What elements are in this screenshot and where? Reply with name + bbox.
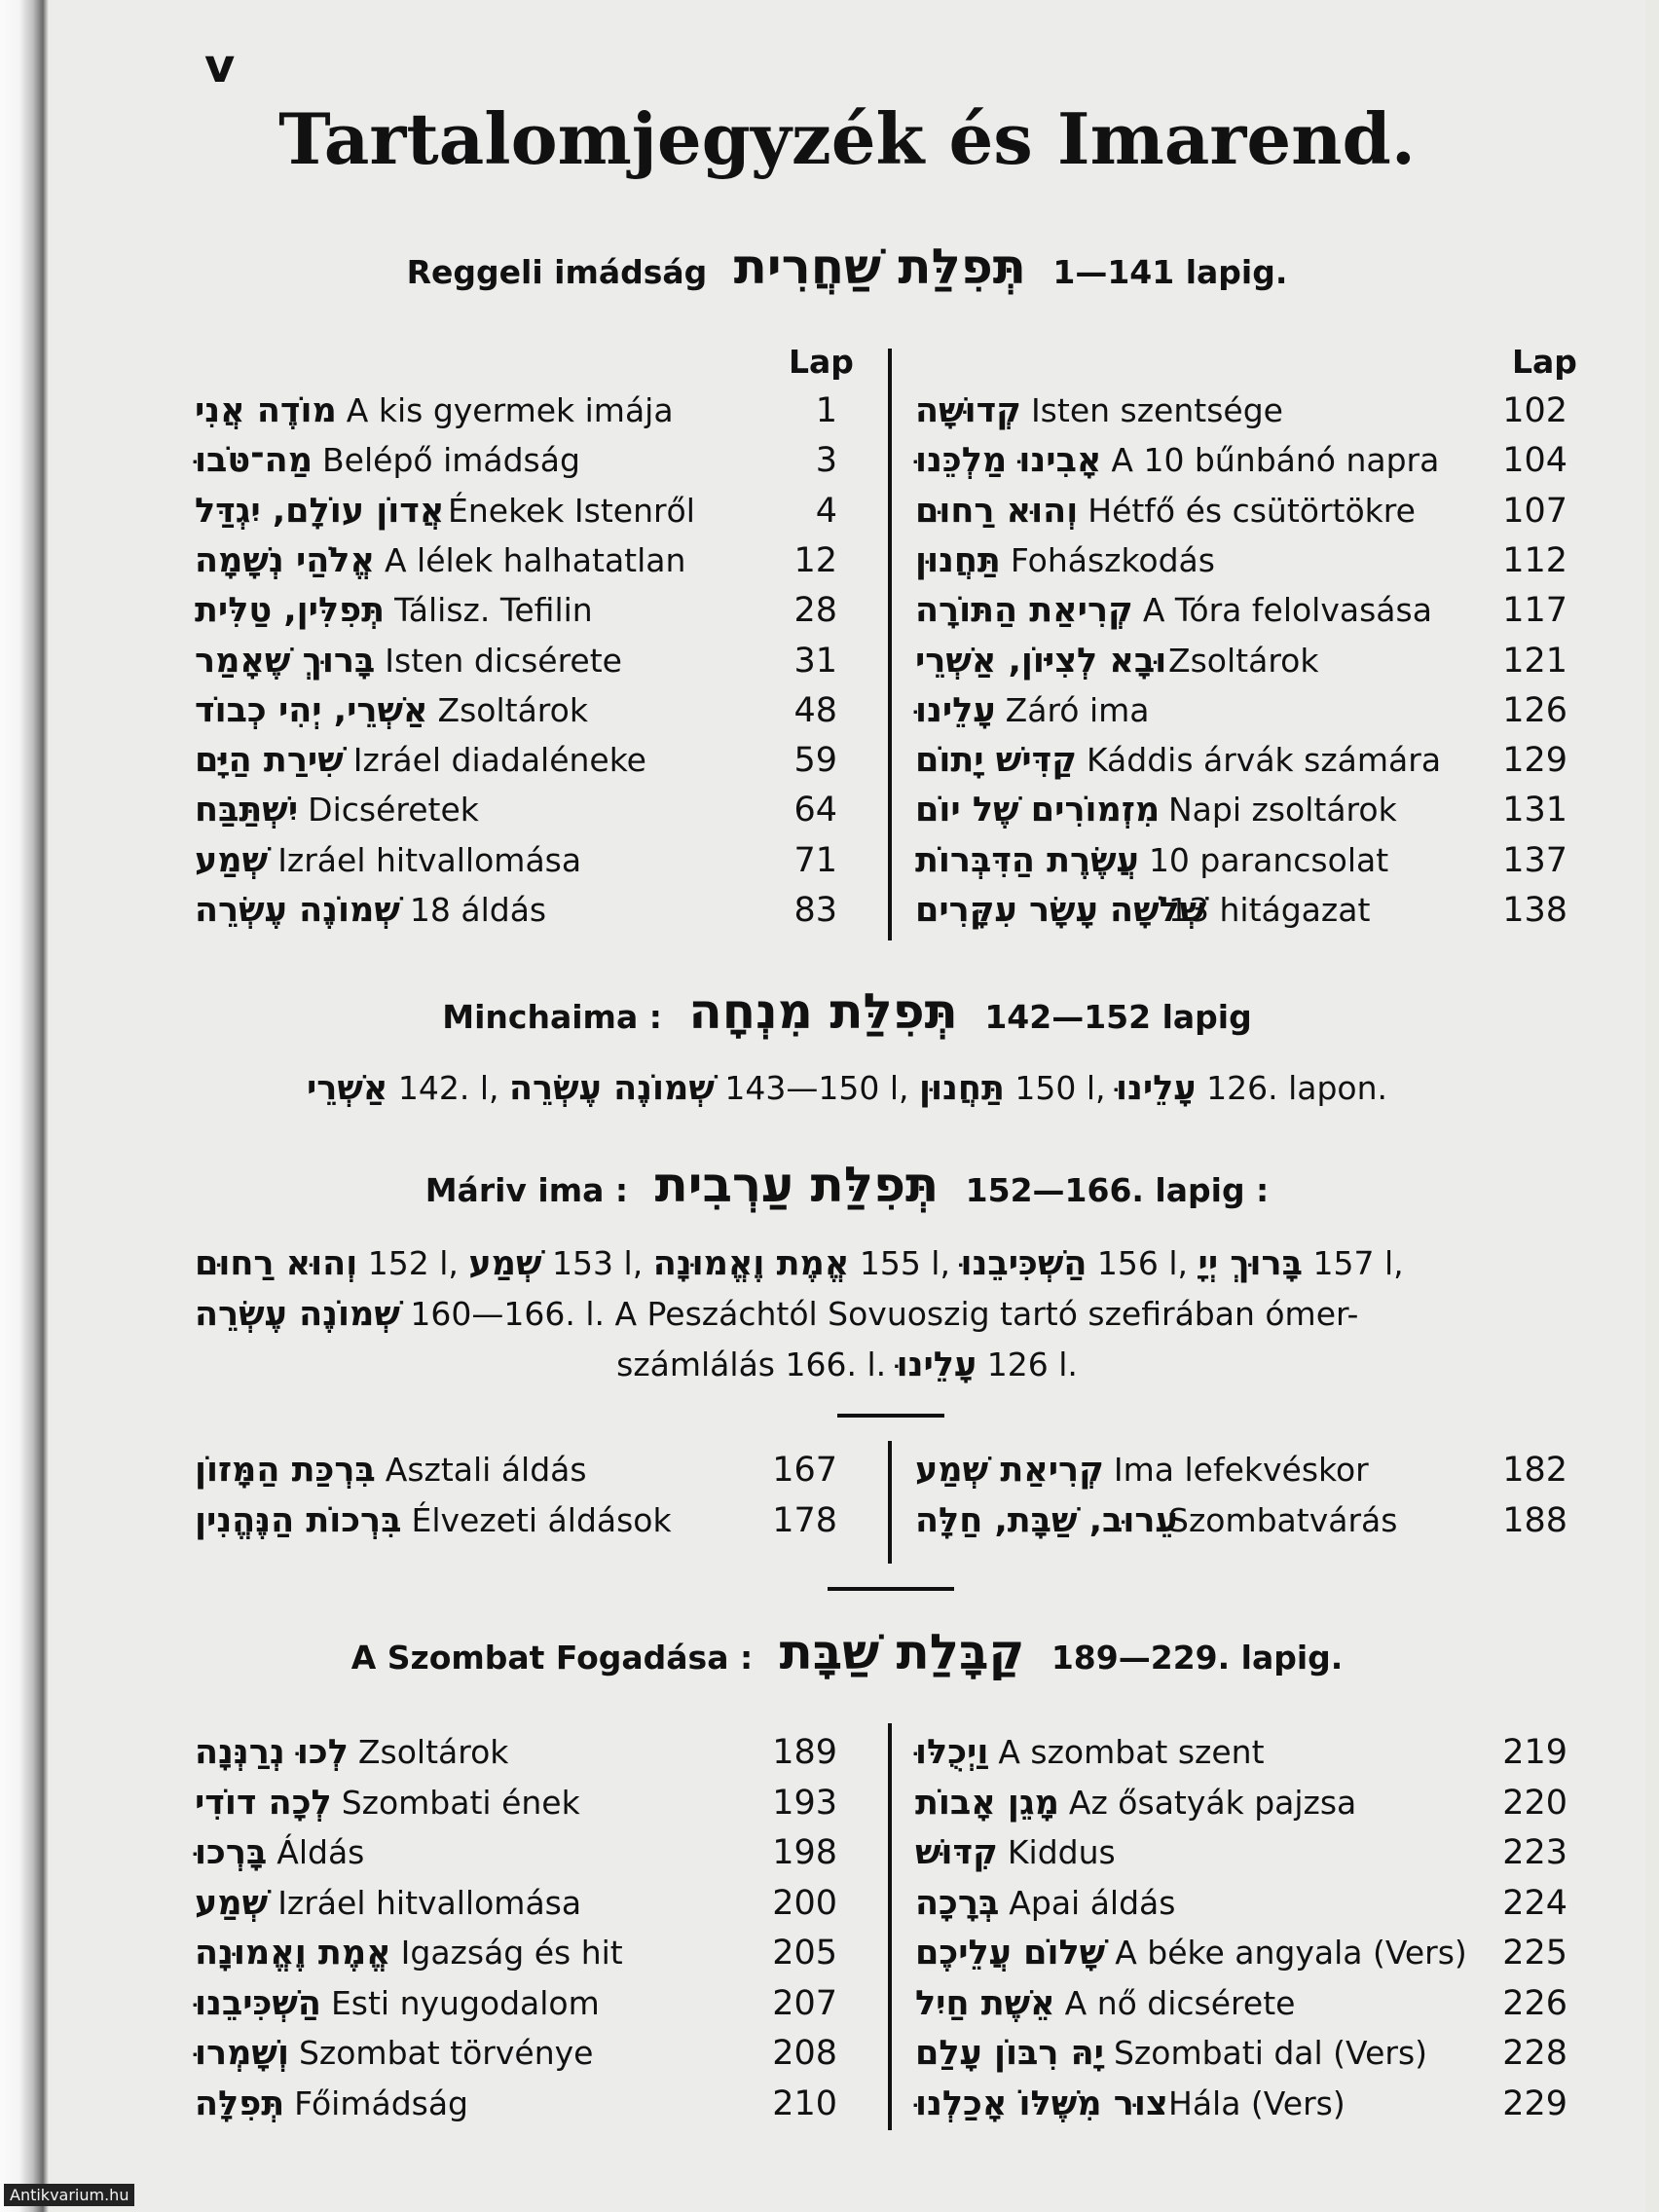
toc-row <box>195 1884 837 1935</box>
toc-hebrew: יָהּ רִבּוֹן עָלַם <box>915 2034 1104 2073</box>
toc-page-number: 126 <box>1502 690 1567 730</box>
toc-row <box>195 791 837 841</box>
reference-page: 157 l, <box>1302 1244 1404 1282</box>
toc-row <box>195 492 837 542</box>
toc-page-number: 64 <box>793 791 837 830</box>
reference-page: 143—150 l, <box>714 1069 920 1107</box>
reference-page: 156 l, <box>1087 1244 1198 1282</box>
toc-row <box>195 441 837 492</box>
lap-header-right: Lap <box>1512 343 1577 381</box>
toc-row <box>195 642 837 692</box>
toc-row <box>915 541 1567 592</box>
toc-page-number: 4 <box>815 491 837 531</box>
maariv-range: 152—166. lapig : <box>965 1171 1270 1209</box>
toc-hebrew: שְׁמוֹנֶה עֶשְׂרֵה <box>195 891 400 930</box>
toc-row <box>195 2084 837 2135</box>
toc-title: Izráel hitvallomása <box>277 840 582 879</box>
toc-row <box>195 1451 837 1501</box>
toc-row <box>915 391 1567 442</box>
toc-hebrew: אֱלֹהַי נְשָׁמָה <box>195 540 375 580</box>
toc-hebrew: עָלֵינוּ <box>915 690 996 730</box>
toc-hebrew: בִּרְכַּת הַמָּזוֹן <box>195 1451 376 1490</box>
toc-hebrew: מָגֵן אָבוֹת <box>915 1783 1059 1823</box>
toc-hebrew: לְכוּ נְרַנְּנָה <box>195 1733 349 1772</box>
toc-page-number: 219 <box>1502 1733 1567 1772</box>
toc-row <box>915 1984 1567 2035</box>
toc-row <box>915 741 1567 792</box>
toc-hebrew: יִשְׁתַּבַּח <box>195 791 299 830</box>
toc-page-number: 59 <box>793 741 837 781</box>
toc-row <box>195 541 837 592</box>
toc-title: Kiddus <box>1007 1833 1116 1871</box>
toc-title: 10 parancsolat <box>1148 840 1389 879</box>
toc-page-number: 71 <box>793 840 837 880</box>
toc-row <box>915 591 1567 642</box>
toc-row <box>195 741 837 792</box>
reference-hebrew: בָּרוּךְ יְיָ <box>1198 1244 1303 1283</box>
toc-hebrew: קְרִיאַת שְׁמַע <box>915 1451 1104 1490</box>
toc-row <box>915 441 1567 492</box>
reference-page: 152 l, <box>357 1244 469 1282</box>
toc-hebrew: לְכָה דוֹדִי <box>195 1783 332 1823</box>
toc-row <box>195 691 837 742</box>
toc-page-number: 31 <box>793 641 837 681</box>
toc-title: Isten szentsége <box>1030 391 1283 429</box>
toc-title: A béke angyala (Vers) <box>1115 1934 1467 1972</box>
toc-title: A nő dicsérete <box>1064 1983 1296 2022</box>
toc-row <box>915 891 1567 941</box>
toc-page-number: 112 <box>1502 540 1567 580</box>
column-divider <box>888 349 892 940</box>
toc-row <box>915 1501 1567 1552</box>
toc-page-number: 193 <box>772 1783 837 1823</box>
toc-hebrew: שְׁמַע <box>195 1883 269 1923</box>
toc-hebrew: הַשְׁכִּיבֵנוּ <box>195 1983 321 2023</box>
reference-hebrew: תַּחֲנוּן <box>919 1069 1005 1108</box>
toc-hebrew: מַה־טֹּבוּ <box>195 441 313 481</box>
toc-page-number: 48 <box>793 690 837 730</box>
toc-page-number: 167 <box>772 1451 837 1490</box>
toc-hebrew: שִׁירַת הַיָּם <box>195 741 344 781</box>
toc-page-number: 131 <box>1502 791 1567 830</box>
toc-row <box>915 1934 1567 1984</box>
toc-hebrew: וְשָׁמְרוּ <box>195 2034 289 2073</box>
toc-title: Isten dicsérete <box>385 641 622 680</box>
maariv-line3-text-a: számlálás 166. l. <box>616 1346 887 1383</box>
toc-hebrew: צוּר מִשֶּׁלּוֹ אָכַלְנוּ <box>915 2083 1168 2123</box>
column-divider-blessings <box>888 1441 892 1564</box>
toc-page-number: 129 <box>1502 741 1567 781</box>
toc-row <box>915 1884 1567 1935</box>
toc-row <box>195 1784 837 1834</box>
toc-title: Esti nyugodalom <box>330 1983 600 2022</box>
toc-row <box>915 1733 1567 1784</box>
toc-page-number: 3 <box>815 441 837 481</box>
toc-hebrew: אֵשֶׁת חַיִל <box>915 1983 1055 2023</box>
mincha-heading <box>49 983 1645 1040</box>
toc-row <box>195 891 837 941</box>
toc-hebrew: שָׁלוֹם עֲלֵיכֶם <box>915 1934 1106 1972</box>
toc-hebrew: וּבָא לְצִיּוֹן, אַשְׁרֵי <box>915 641 1167 681</box>
toc-title: Szombatvárás <box>1168 1501 1398 1539</box>
maariv-hebrew: תְּפִלַּת עַרְבִית <box>654 1157 940 1213</box>
toc-row <box>915 2084 1567 2135</box>
toc-hebrew: שְׁלֹשָׁה עָשָׂר עִקָּרִים <box>915 891 1206 930</box>
toc-page-number: 210 <box>772 2083 837 2123</box>
toc-row <box>915 642 1567 692</box>
toc-title: Káddis árvák számára <box>1086 741 1442 780</box>
toc-title: Zsoltárok <box>437 690 588 729</box>
toc-title: A kis gyermek imája <box>346 391 674 429</box>
toc-page-number: 189 <box>772 1733 837 1772</box>
maariv-line3-hebrew: עָלֵינוּ <box>896 1346 977 1384</box>
toc-page-number: 229 <box>1502 2083 1567 2123</box>
mincha-range: 142—152 lapig <box>984 998 1252 1036</box>
toc-page-number: 121 <box>1502 641 1567 681</box>
toc-row <box>195 1984 837 2035</box>
toc-row <box>195 1833 837 1884</box>
toc-page-number: 137 <box>1502 840 1567 880</box>
toc-row <box>195 1501 837 1552</box>
shabbat-hebrew: קַבָּלַת שַׁבָּת <box>779 1624 1025 1680</box>
toc-hebrew: בְּרָכָה <box>915 1883 1000 1923</box>
toc-hebrew: עֲשֶׂרֶת הַדִּבְּרוֹת <box>915 840 1139 880</box>
reference-hebrew: הַשְׁכִּיבֵנוּ <box>960 1244 1088 1283</box>
toc-title: A szombat szent <box>998 1733 1265 1771</box>
toc-page-number: 117 <box>1502 591 1567 631</box>
toc-page-number: 228 <box>1502 2034 1567 2073</box>
toc-hebrew: וַיְכֻלּוּ <box>915 1733 989 1772</box>
maariv-line2-hebrew: שְׁמוֹנֶה עֶשְׂרֵה <box>195 1295 400 1334</box>
morning-range: 1—141 lapig. <box>1052 253 1288 291</box>
reference-hebrew: אַשְׁרֵי <box>307 1069 388 1108</box>
toc-hebrew: קַדִּישׁ יָתוֹם <box>915 741 1077 781</box>
toc-title: Belépő imádság <box>322 441 580 480</box>
toc-title: Szombati ének <box>341 1783 580 1822</box>
reference-hebrew: עָלֵינוּ <box>1115 1069 1197 1108</box>
toc-row <box>195 391 837 442</box>
section-separator-2 <box>828 1587 954 1591</box>
toc-page-number: 208 <box>772 2034 837 2073</box>
shabbat-heading <box>49 1624 1645 1680</box>
toc-title: Szombat törvénye <box>298 2034 594 2072</box>
toc-hebrew: אֱמֶת וֶאֱמוּנָה <box>195 1934 391 1972</box>
toc-title: 18 áldás <box>409 891 547 929</box>
toc-hebrew: בָּרְכוּ <box>195 1833 268 1872</box>
reference-hebrew: שְׁמוֹנֶה עֶשְׂרֵה <box>509 1069 715 1108</box>
toc-title: Zsoltárok <box>357 1733 509 1771</box>
toc-title: Hétfő és csütörtökre <box>1088 491 1416 530</box>
reference-page: 126. lapon. <box>1196 1069 1387 1107</box>
toc-hebrew: אָבִינוּ מַלְכֵּנוּ <box>915 441 1102 481</box>
morning-hebrew: תְּפִלַּת שַׁחֲרִית <box>733 239 1026 295</box>
maariv-line3 <box>49 1346 1645 1384</box>
reference-page: 142. l, <box>387 1069 510 1107</box>
toc-row <box>915 2034 1567 2084</box>
toc-title: A lélek halhatatlan <box>384 540 686 579</box>
toc-hebrew: תְּפִלָּה <box>195 2083 285 2123</box>
book-spine-edge <box>0 0 49 2212</box>
reference-hebrew: וְהוּא רַחוּם <box>195 1244 358 1283</box>
toc-row <box>915 691 1567 742</box>
toc-row <box>915 492 1567 542</box>
toc-title: Tálisz. Tefilin <box>394 591 593 630</box>
toc-hebrew: תַּחֲנוּן <box>915 540 1001 580</box>
toc-row <box>195 1733 837 1784</box>
watermark: Antikvarium.hu <box>4 2184 134 2206</box>
toc-title: Ima lefekvéskor <box>1113 1451 1369 1489</box>
toc-page-number: 225 <box>1502 1934 1567 1972</box>
page-marker: v <box>204 39 236 93</box>
toc-page-number: 188 <box>1502 1501 1567 1540</box>
toc-hebrew: בָּרוּךְ שֶׁאָמַר <box>195 641 376 681</box>
mincha-hebrew: תְּפִלַּת מִנְחָה <box>688 983 958 1040</box>
toc-hebrew: אַשְׁרֵי, יְהִי כְבוֹד <box>195 690 428 730</box>
toc-page-number: 220 <box>1502 1783 1567 1823</box>
toc-page-number: 223 <box>1502 1833 1567 1872</box>
toc-page-number: 12 <box>793 540 837 580</box>
toc-title: Szombati dal (Vers) <box>1113 2034 1428 2072</box>
column-divider-shabbat <box>888 1723 892 2130</box>
toc-page-number: 198 <box>772 1833 837 1872</box>
toc-title: Főimádság <box>294 2083 468 2122</box>
shabbat-range: 189—229. lapig. <box>1051 1639 1344 1677</box>
toc-page-number: 1 <box>815 391 837 430</box>
toc-hebrew: קִדּוּשׁ <box>915 1833 998 1872</box>
maariv-line3-text-b: 126 l. <box>986 1346 1078 1383</box>
toc-hebrew: וְהוּא רַחוּם <box>915 491 1079 531</box>
toc-title: Igazság és hit <box>400 1934 623 1972</box>
shabbat-label: A Szombat Fogadása : <box>350 1639 754 1677</box>
maariv-label: Máriv ima : <box>424 1171 629 1209</box>
toc-row <box>195 591 837 642</box>
toc-row <box>195 841 837 892</box>
toc-hebrew: תְּפִלִּין, טַלִּית <box>195 591 386 631</box>
toc-row <box>915 1833 1567 1884</box>
toc-hebrew: קְדוּשָּׁה <box>915 391 1021 430</box>
toc-title: Napi zsoltárok <box>1168 791 1397 830</box>
toc-title: 13 hitágazat <box>1168 891 1371 929</box>
toc-page-number: 207 <box>772 1983 837 2023</box>
book-page <box>49 0 1645 2212</box>
mincha-label: Minchaima : <box>442 998 662 1036</box>
toc-page-number: 102 <box>1502 391 1567 430</box>
toc-hebrew: בִּרְכוֹת הַנֶּהֱנִין <box>195 1501 402 1540</box>
toc-page-number: 182 <box>1502 1451 1567 1490</box>
morning-heading <box>49 239 1645 295</box>
toc-page-number: 224 <box>1502 1883 1567 1923</box>
toc-title: Hála (Vers) <box>1168 2083 1346 2122</box>
toc-page-number: 138 <box>1502 891 1567 930</box>
morning-label: Reggeli imádság <box>406 253 708 291</box>
toc-hebrew: שְׁמַע <box>195 840 269 880</box>
section-separator <box>837 1414 944 1418</box>
reference-page: 153 l, <box>541 1244 653 1282</box>
toc-title: Apai áldás <box>1009 1883 1176 1922</box>
toc-hebrew: מוֹדֶה אֲנִי <box>195 391 337 430</box>
toc-row <box>915 841 1567 892</box>
toc-page-number: 104 <box>1502 441 1567 481</box>
toc-page-number: 83 <box>793 891 837 930</box>
page-title: Tartalomjegyzék és Imarend. <box>278 97 1416 180</box>
toc-title: Énekek Istenről <box>448 491 695 530</box>
toc-row <box>915 1784 1567 1834</box>
toc-hebrew: מִזְמוֹרִים שֶׁל יוֹם <box>915 791 1161 830</box>
mincha-references <box>49 1069 1645 1108</box>
toc-page-number: 107 <box>1502 491 1567 531</box>
toc-title: Az ősatyák pajzsa <box>1068 1783 1357 1822</box>
toc-row <box>195 2034 837 2084</box>
toc-title: Zsoltárok <box>1168 641 1319 680</box>
toc-hebrew: עֵרוּב, שַׁבָּת, חַלָּה <box>915 1501 1178 1540</box>
reference-page: 150 l, <box>1004 1069 1116 1107</box>
toc-title: Fohászkodás <box>1010 540 1215 579</box>
toc-title: Asztali áldás <box>385 1451 587 1489</box>
toc-title: Áldás <box>276 1833 365 1871</box>
toc-page-number: 205 <box>772 1934 837 1972</box>
maariv-heading <box>49 1157 1645 1213</box>
toc-page-number: 178 <box>772 1501 837 1540</box>
toc-row <box>915 791 1567 841</box>
toc-row <box>195 1934 837 1984</box>
reference-page: 155 l, <box>849 1244 961 1282</box>
toc-page-number: 200 <box>772 1883 837 1923</box>
reference-hebrew: שְׁמַע <box>468 1244 542 1283</box>
toc-title: A Tóra felolvasása <box>1142 591 1432 630</box>
toc-title: A 10 bűnbánó napra <box>1111 441 1440 480</box>
toc-hebrew: אֲדוֹן עוֹלָם, יִגְדַּל <box>195 491 445 531</box>
maariv-line2 <box>195 1295 1358 1334</box>
reference-hebrew: אֱמֶת וֶאֱמוּנָה <box>652 1244 850 1283</box>
toc-title: Záró ima <box>1005 690 1150 729</box>
maariv-references <box>195 1244 1626 1283</box>
toc-row <box>915 1451 1567 1501</box>
toc-page-number: 28 <box>793 591 837 631</box>
maariv-line2-text: 160—166. l. A Peszáchtól Sovuoszig tartó szefirában ómer- <box>410 1295 1359 1333</box>
toc-hebrew: קְרִיאַת הַתּוֹרָה <box>915 591 1133 631</box>
lap-header-left: Lap <box>789 343 854 381</box>
toc-title: Dicséretek <box>308 791 479 830</box>
toc-title: Élvezeti áldások <box>411 1501 672 1539</box>
toc-title: Izráel hitvallomása <box>277 1883 582 1922</box>
toc-title: Izráel diadaléneke <box>352 741 646 780</box>
toc-page-number: 226 <box>1502 1983 1567 2023</box>
